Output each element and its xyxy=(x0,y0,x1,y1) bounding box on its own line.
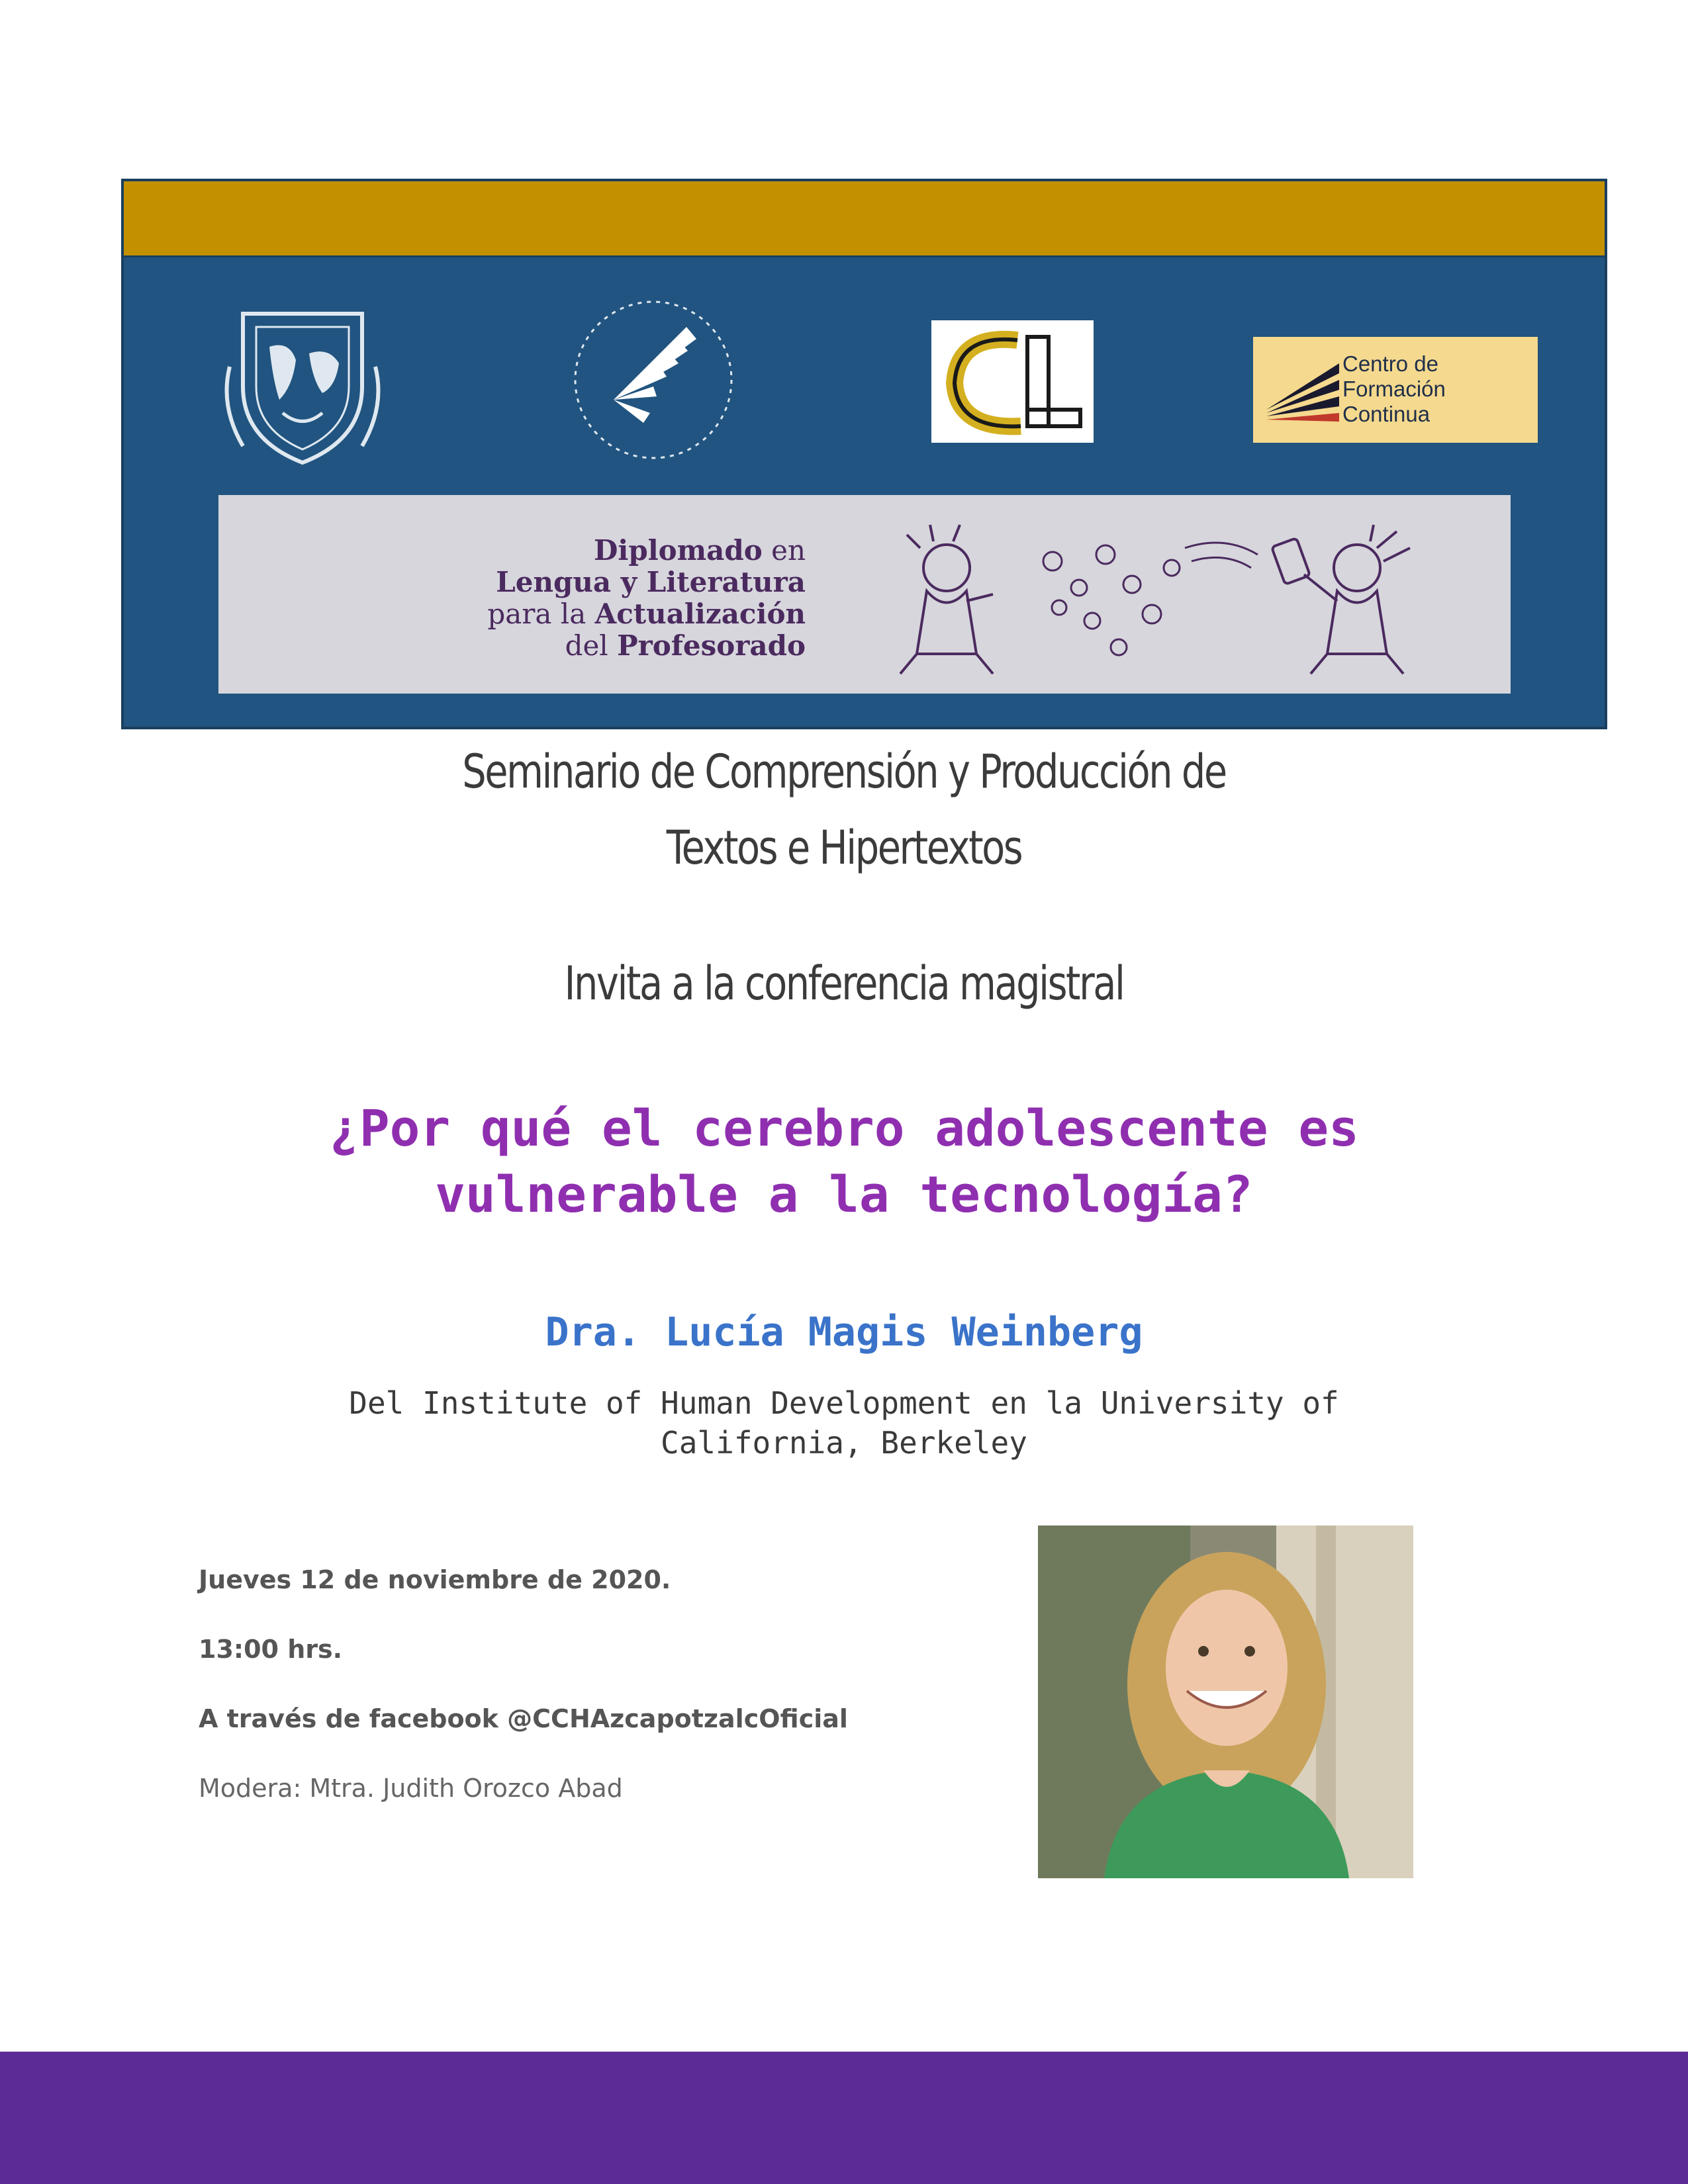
banner-line-1: Diplomado en xyxy=(593,534,806,567)
cfc-wedge-icon xyxy=(1253,337,1346,443)
affiliation-line-2: California, Berkeley xyxy=(661,1425,1027,1461)
question-line-1: ¿Por qué el cerebro adolescente es xyxy=(329,1099,1359,1158)
maya-figures-illustration xyxy=(854,522,1436,680)
affiliation-line-1: Del Institute of Human Development en la University of xyxy=(349,1385,1339,1421)
question-line-2: vulnerable a la tecnología? xyxy=(435,1165,1253,1224)
footer-bar xyxy=(0,2052,1688,2184)
seminar-title-line-2: Textos e Hipertextos xyxy=(666,821,1022,875)
event-moderator: Modera: Mtra. Judith Orozco Abad xyxy=(199,1774,623,1803)
speaker-affiliation xyxy=(0,1383,1688,1463)
banner-text xyxy=(487,535,806,662)
event-time: 13:00 hrs. xyxy=(199,1635,343,1664)
unam-shield-icon xyxy=(216,287,389,473)
invitation-heading: Invita a la conferencia magistral xyxy=(564,956,1124,1011)
seminar-title-line-1: Seminario de Comprensión y Producción de xyxy=(462,745,1226,799)
gold-bar xyxy=(124,181,1605,257)
speaker-name: Dra. Lucía Magis Weinberg xyxy=(545,1309,1143,1355)
cl-monogram-icon xyxy=(931,320,1094,443)
speaker-portrait-photo xyxy=(1038,1525,1413,1878)
cfc-logo xyxy=(1253,337,1538,443)
conference-question xyxy=(0,1095,1688,1228)
cfc-line-1: Centro de xyxy=(1342,351,1438,376)
banner-line-3: para la Actualización xyxy=(487,598,806,630)
cfc-line-2: Formación xyxy=(1342,377,1446,401)
header-panel xyxy=(121,179,1607,729)
diplomado-banner xyxy=(218,495,1511,694)
cch-fan-icon xyxy=(561,287,746,473)
event-date: Jueves 12 de noviembre de 2020. xyxy=(199,1565,671,1594)
banner-line-2: Lengua y Literatura xyxy=(496,566,806,598)
banner-line-4: del Profesorado xyxy=(565,629,806,662)
event-facebook: A través de facebook @CCHAzcapotzalcOficial xyxy=(199,1704,848,1733)
cfc-line-3: Continua xyxy=(1342,402,1430,426)
